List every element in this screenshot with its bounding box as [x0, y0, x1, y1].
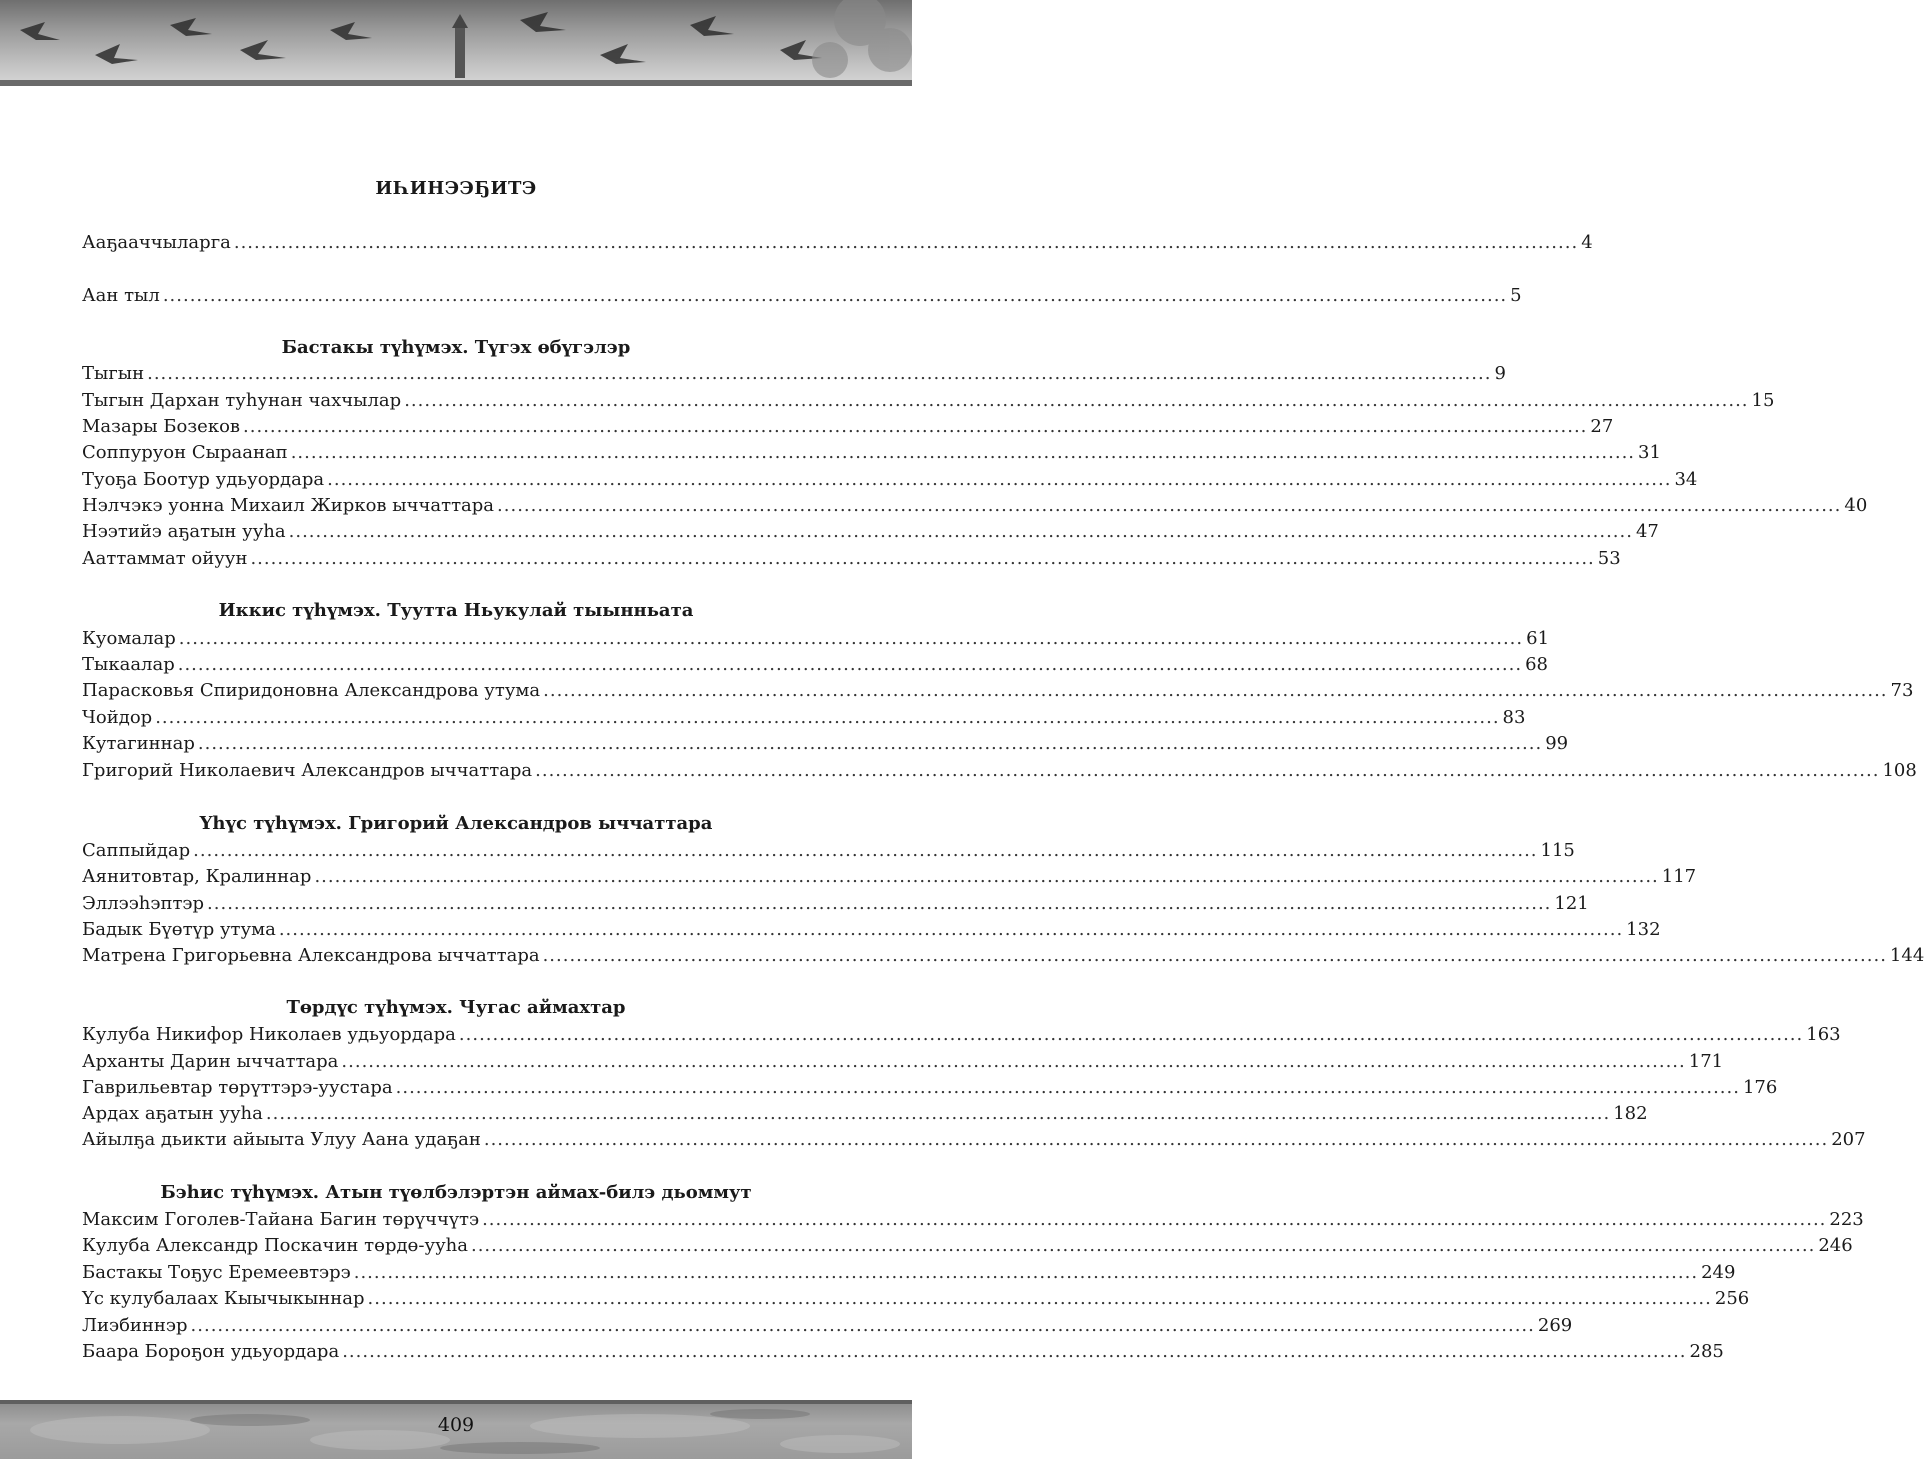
- toc-entry-page: 207: [1831, 1129, 1866, 1150]
- section-title: Үһүс түһүмэх. Григорий Александров ыччаттара: [199, 813, 713, 834]
- dot-leader: ........................................................................................................................................................................................................: [155, 707, 1500, 728]
- toc-entry-label: Тыгын Дархан туһунан чахчылар: [82, 390, 402, 411]
- toc-entry-page: 5: [1510, 285, 1522, 306]
- toc-entry-label: Ааттаммат ойуун: [82, 548, 248, 569]
- toc-entry-label: Чойдор: [82, 707, 153, 728]
- toc-entry: [82, 839, 1575, 863]
- toc-entry: [82, 1076, 1778, 1100]
- section-title: Төрдүс түһүмэх. Чугас аймахтар: [286, 997, 626, 1018]
- toc-entry: [82, 468, 1698, 492]
- dot-leader: ........................................................................................................................................................................................................: [250, 548, 1595, 569]
- toc-entry-page: 15: [1751, 390, 1775, 411]
- toc-entry-page: 223: [1829, 1209, 1864, 1230]
- dot-leader: ........................................................................................................................................................................................................: [367, 1288, 1712, 1309]
- toc-entry: [82, 415, 1614, 439]
- toc-entry-page: 83: [1502, 707, 1526, 728]
- toc-entry: [82, 1128, 1866, 1152]
- toc-entry: [82, 1234, 1853, 1258]
- toc-entry-page: 31: [1638, 442, 1661, 463]
- toc-entry-page: 132: [1626, 919, 1661, 940]
- toc-entry-page: 117: [1661, 866, 1697, 887]
- toc-entry-label: Үс кулубалаах Кыычыкыннар: [82, 1288, 365, 1309]
- toc-entry: [82, 732, 1569, 756]
- dot-leader: ........................................................................................................................................................................................................: [327, 469, 1672, 490]
- dot-leader: ........................................................................................................................................................................................................: [483, 1129, 1829, 1150]
- toc-entry-page: 9: [1494, 363, 1506, 384]
- toc-entry-label: Тыкаалар: [82, 654, 175, 675]
- dot-leader: ........................................................................................................................................................................................................: [542, 945, 1887, 966]
- dot-leader: ........................................................................................................................................................................................................: [497, 495, 1842, 516]
- toc-entry-page: 163: [1806, 1024, 1841, 1045]
- toc-entry: [82, 362, 1506, 386]
- toc-entry: [82, 1208, 1864, 1232]
- toc-entry-label: Кулуба Александр Поскачин төрдө-ууһа: [82, 1235, 468, 1256]
- dot-leader: ........................................................................................................................................................................................................: [193, 840, 1538, 861]
- toc-entry-label: Кулуба Никифор Николаев удьуордара: [82, 1024, 456, 1045]
- toc-entry: [82, 892, 1589, 916]
- dot-leader: ........................................................................................................................................................................................................: [197, 733, 1543, 754]
- toc-entry: [82, 547, 1621, 571]
- toc-entry-label: Арханты Дарин ыччаттара: [82, 1051, 339, 1072]
- dot-leader: ........................................................................................................................................................................................................: [243, 416, 1588, 437]
- toc-entry-label: Саппыйдар: [82, 840, 191, 861]
- dot-leader: ........................................................................................................................................................................................................: [178, 628, 1524, 649]
- toc-entry-label: Мазары Бозеков: [82, 416, 241, 437]
- toc-entry-label: Нэлчэкэ уонна Михаил Жирков ыччаттара: [82, 495, 495, 516]
- dot-leader: ........................................................................................................................................................................................................: [404, 390, 1749, 411]
- toc-entry: [82, 1287, 1750, 1311]
- toc-entry-label: Аянитовтар, Кралиннар: [82, 866, 312, 887]
- dot-leader: ........................................................................................................................................................................................................: [353, 1262, 1699, 1283]
- toc-entry: [82, 389, 1775, 413]
- toc-entry-label: Ааҕааччыларга: [82, 232, 231, 253]
- toc-entry-page: 256: [1714, 1288, 1750, 1309]
- toc-entry-page: 99: [1545, 733, 1569, 754]
- dot-leader: ........................................................................................................................................................................................................: [543, 680, 1888, 701]
- toc-entry: [82, 918, 1661, 942]
- toc-entry-page: 121: [1554, 893, 1589, 914]
- dot-leader: ........................................................................................................................................................................................................: [288, 521, 1633, 542]
- top-decorative-banner: [0, 0, 912, 86]
- dot-leader: ........................................................................................................................................................................................................: [177, 654, 1523, 675]
- dot-leader: ........................................................................................................................................................................................................: [395, 1077, 1740, 1098]
- toc-entry: [82, 494, 1868, 518]
- dot-leader: ........................................................................................................................................................................................................: [341, 1051, 1686, 1072]
- toc-entry: [82, 520, 1659, 544]
- dot-leader: ........................................................................................................................................................................................................: [482, 1209, 1827, 1230]
- dot-leader: ........................................................................................................................................................................................................: [190, 1315, 1535, 1336]
- toc-entry: [82, 1261, 1736, 1285]
- dot-leader: ........................................................................................................................................................................................................: [233, 232, 1579, 253]
- dot-leader: ........................................................................................................................................................................................................: [162, 285, 1508, 306]
- toc-entry-page: 182: [1613, 1103, 1648, 1124]
- toc-entry-label: Куомалар: [82, 628, 176, 649]
- toc-entry: [82, 627, 1550, 651]
- toc-entry-page: 249: [1701, 1262, 1736, 1283]
- toc-entry: [82, 1023, 1841, 1047]
- section-title: Иккис түһүмэх. Туутта Ньукулай тыынньата: [218, 600, 694, 621]
- toc-entry-page: 53: [1597, 548, 1621, 569]
- toc-entry-page: 171: [1688, 1051, 1724, 1072]
- toc-entry-label: Бастакы Тоҕус Еремеевтэрэ: [82, 1262, 351, 1283]
- section-title: Бастакы түһүмэх. Түгэх өбүгэлэр: [281, 337, 631, 358]
- toc-entry-label: Ардах аҕатын ууһа: [82, 1103, 263, 1124]
- toc-entry-label: Айылҕа дьикти айыыта Улуу Аана удаҕан: [82, 1129, 481, 1150]
- toc-entry: [82, 1050, 1724, 1074]
- toc-entry: [82, 865, 1697, 889]
- dot-leader: ........................................................................................................................................................................................................: [458, 1024, 1804, 1045]
- toc-entry: [82, 653, 1548, 677]
- toc-entry: [82, 231, 1593, 255]
- toc-entry-label: Бадык Бүөтүр утума: [82, 919, 276, 940]
- dot-leader: ........................................................................................................................................................................................................: [470, 1235, 1816, 1256]
- toc-entry-page: 246: [1818, 1235, 1853, 1256]
- toc-entry-page: 40: [1844, 495, 1868, 516]
- toc-entry-page: 176: [1742, 1077, 1778, 1098]
- toc-entry: [82, 1340, 1724, 1364]
- toc-entry: [82, 284, 1522, 308]
- toc-entry-label: Григорий Николаевич Александров ыччаттара: [82, 760, 533, 781]
- toc-entry: [82, 759, 1917, 783]
- toc-entry: [82, 1314, 1573, 1338]
- dot-leader: ........................................................................................................................................................................................................: [265, 1103, 1611, 1124]
- toc-entry-label: Нээтийэ аҕатын ууһа: [82, 521, 286, 542]
- toc-entry: [82, 944, 1924, 968]
- toc-entry-page: 108: [1882, 760, 1917, 781]
- toc-entry-page: 144: [1889, 945, 1924, 966]
- toc-entry-label: Тыгын: [82, 363, 145, 384]
- toc-entry-page: 4: [1581, 232, 1593, 253]
- toc-entry-label: Максим Гоголев-Тайана Багин төрүччүтэ: [82, 1209, 480, 1230]
- dot-leader: ........................................................................................................................................................................................................: [290, 442, 1636, 463]
- toc-entry-label: Туоҕа Боотур удьуордара: [82, 469, 325, 490]
- toc-entry: [82, 679, 1914, 703]
- toc-entry-label: Аан тыл: [82, 285, 160, 306]
- toc-entry-label: Эллээһэптэр: [82, 893, 205, 914]
- toc-entry: [82, 441, 1661, 465]
- toc-entry-page: 115: [1540, 840, 1575, 861]
- toc-entry-page: 73: [1890, 680, 1914, 701]
- page-title: ИҺИНЭЭҔИТЭ: [375, 178, 537, 199]
- dot-leader: ........................................................................................................................................................................................................: [314, 866, 1659, 887]
- toc-entry-page: 34: [1674, 469, 1698, 490]
- toc-entry-label: Лиэбиннэр: [82, 1315, 188, 1336]
- dot-leader: ........................................................................................................................................................................................................: [342, 1341, 1687, 1362]
- toc-entry-label: Баара Бороҕон удьуордара: [82, 1341, 340, 1362]
- toc-entry-page: 27: [1590, 416, 1614, 437]
- dot-leader: ........................................................................................................................................................................................................: [207, 893, 1552, 914]
- toc-entry-page: 269: [1537, 1315, 1573, 1336]
- toc-entry-page: 285: [1689, 1341, 1724, 1362]
- toc-entry: [82, 1102, 1648, 1126]
- toc-entry-label: Парасковья Спиридоновна Александрова утума: [82, 680, 541, 701]
- toc-entry-label: Гаврильевтар төрүттэрэ-уустара: [82, 1077, 393, 1098]
- dot-leader: ........................................................................................................................................................................................................: [278, 919, 1624, 940]
- toc-entry-label: Кутагиннар: [82, 733, 195, 754]
- toc-entry-page: 61: [1526, 628, 1550, 649]
- section-title: Бэһис түһүмэх. Атын түөлбэлэртэн аймах-билэ дьоммут: [160, 1182, 752, 1203]
- toc-entry-label: Соппуруон Сыраанап: [82, 442, 288, 463]
- toc-entry-label: Матрена Григорьевна Александрова ыччаттара: [82, 945, 540, 966]
- toc-entry-page: 47: [1635, 521, 1659, 542]
- dot-leader: ........................................................................................................................................................................................................: [535, 760, 1880, 781]
- toc-entry: [82, 706, 1526, 730]
- cranes-illustration: [0, 0, 912, 86]
- page-number: 409: [437, 1414, 475, 1436]
- dot-leader: ........................................................................................................................................................................................................: [147, 363, 1492, 384]
- toc-entry-page: 68: [1525, 654, 1548, 675]
